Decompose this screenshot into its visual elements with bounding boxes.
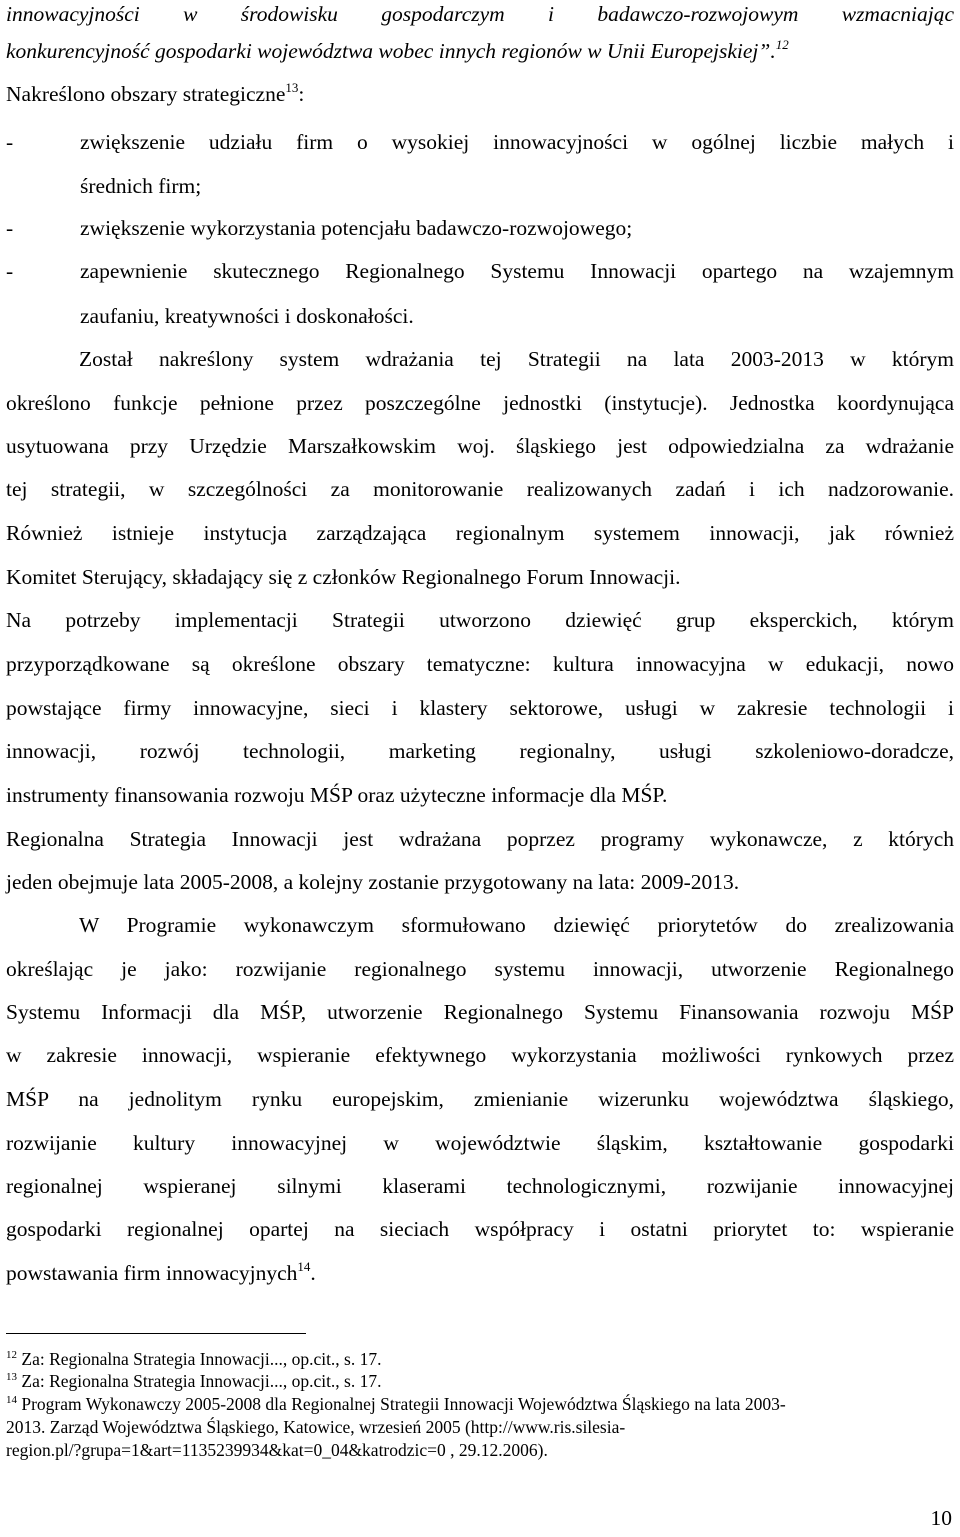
- footnote-ref: 13: [285, 80, 299, 95]
- body-line: W Programie wykonawczym sformułowano dziewięć priorytetów do zrealizowania: [79, 913, 954, 937]
- body-line: instrumenty finansowania rozwoju MŚP oraz użyteczne informacje dla MŚP.: [6, 783, 668, 807]
- body-line: powstawania firm innowacyjnych$^{14}$.: [6, 1259, 316, 1285]
- body-line: Na potrzeby implementacji Strategii utworzono dziewięć grup eksperckich, którym: [6, 608, 954, 632]
- body-line: powstające firmy innowacyjne, sieci i klastery sektorowe, usługi w zakresie technologii i: [6, 696, 954, 720]
- footnote-14-cont: region.pl/?grupa=1&art=1135239934&kat=0_04&katrodzic=0 , 29.12.2006).: [6, 1440, 548, 1460]
- page-number: 10: [930, 1506, 952, 1530]
- body-line: tej strategii, w szczególności za monitorowanie realizowanych zadań i ich nadzorowanie.: [6, 477, 954, 501]
- footnote-13: $^{13}$ Za: Regionalna Strategia Innowacji..., op.cit., s. 17.: [6, 1371, 382, 1391]
- footnote-ref: 12: [775, 37, 789, 52]
- footnote-14-cont: 2013. Zarząd Województwa Śląskiego, Katowice, wrzesień 2005 (http://www.ris.silesia-: [6, 1417, 626, 1437]
- footnote-12: $^{12}$ Za: Regionalna Strategia Innowacji..., op.cit., s. 17.: [6, 1349, 382, 1369]
- body-line: jeden obejmuje lata 2005-2008, a kolejny zostanie przygotowany na lata: 2009-2013.: [6, 870, 740, 894]
- body-line: regionalnej wspieranej silnymi klaserami technologicznymi, rozwijanie innowacyjnej: [6, 1174, 954, 1198]
- body-line: innowacji, rozwój technologii, marketing regionalny, usługi szkoleniowo-doradcze,: [6, 739, 954, 763]
- body-line: konkurencyjność gospodarki województwa wobec innych regionów w Unii Europejskiej”.$^{12}$: [6, 37, 789, 63]
- body-line: w zakresie innowacji, wspieranie efektywnego wykorzystania możliwości rynkowych przez: [6, 1043, 954, 1067]
- body-line: Komitet Sterujący, składający się z członków Regionalnego Forum Innowacji.: [6, 565, 681, 589]
- body-line: przyporządkowane są określone obszary tematyczne: kultura innowacyjna w edukacji, nowo: [6, 652, 954, 676]
- body-line: określono funkcje pełnione przez poszczególne jednostki (instytucje). Jednostka koordynująca: [6, 391, 954, 415]
- body-line: usytuowana przy Urzędzie Marszałkowskim woj. śląskiego jest odpowiedzialna za wdrażanie: [6, 434, 954, 458]
- body-line: innowacyjności w środowisku gospodarczym i badawczo-rozwojowym wzmacniając: [6, 2, 954, 26]
- body-line: Regionalna Strategia Innowacji jest wdrażana poprzez programy wykonawcze, z których: [6, 827, 954, 851]
- body-line: Systemu Informacji dla MŚP, utworzenie Regionalnego Systemu Finansowania rozwoju MŚP: [6, 1000, 954, 1024]
- footnote-14: $^{14}$ Program Wykonawczy 2005-2008 dla Regionalnej Strategii Innowacji Województwa Śląskiego na lata 2003-: [6, 1394, 786, 1414]
- body-line: Został nakreślony system wdrażania tej Strategii na lata 2003-2013 w którym: [79, 347, 954, 371]
- body-line: Również istnieje instytucja zarządzająca regionalnym systemem innowacji, jak również: [6, 521, 954, 545]
- body-line: MŚP na jednolitym rynku europejskim, zmienianie wizerunku województwa śląskiego,: [6, 1087, 954, 1111]
- footnote-ref: 14: [297, 1259, 311, 1274]
- body-line: gospodarki regionalnej opartej na sieciach współpracy i ostatni priorytet to: wspieranie: [6, 1217, 954, 1241]
- footnote-separator: [6, 1333, 306, 1334]
- body-line: Nakreślono obszary strategiczne$^{13}$:: [6, 80, 305, 106]
- body-line: określając je jako: rozwijanie regionalnego systemu innowacji, utworzenie Regionalnego: [6, 957, 954, 981]
- body-line: rozwijanie kultury innowacyjnej w województwie śląskim, kształtowanie gospodarki: [6, 1131, 954, 1155]
